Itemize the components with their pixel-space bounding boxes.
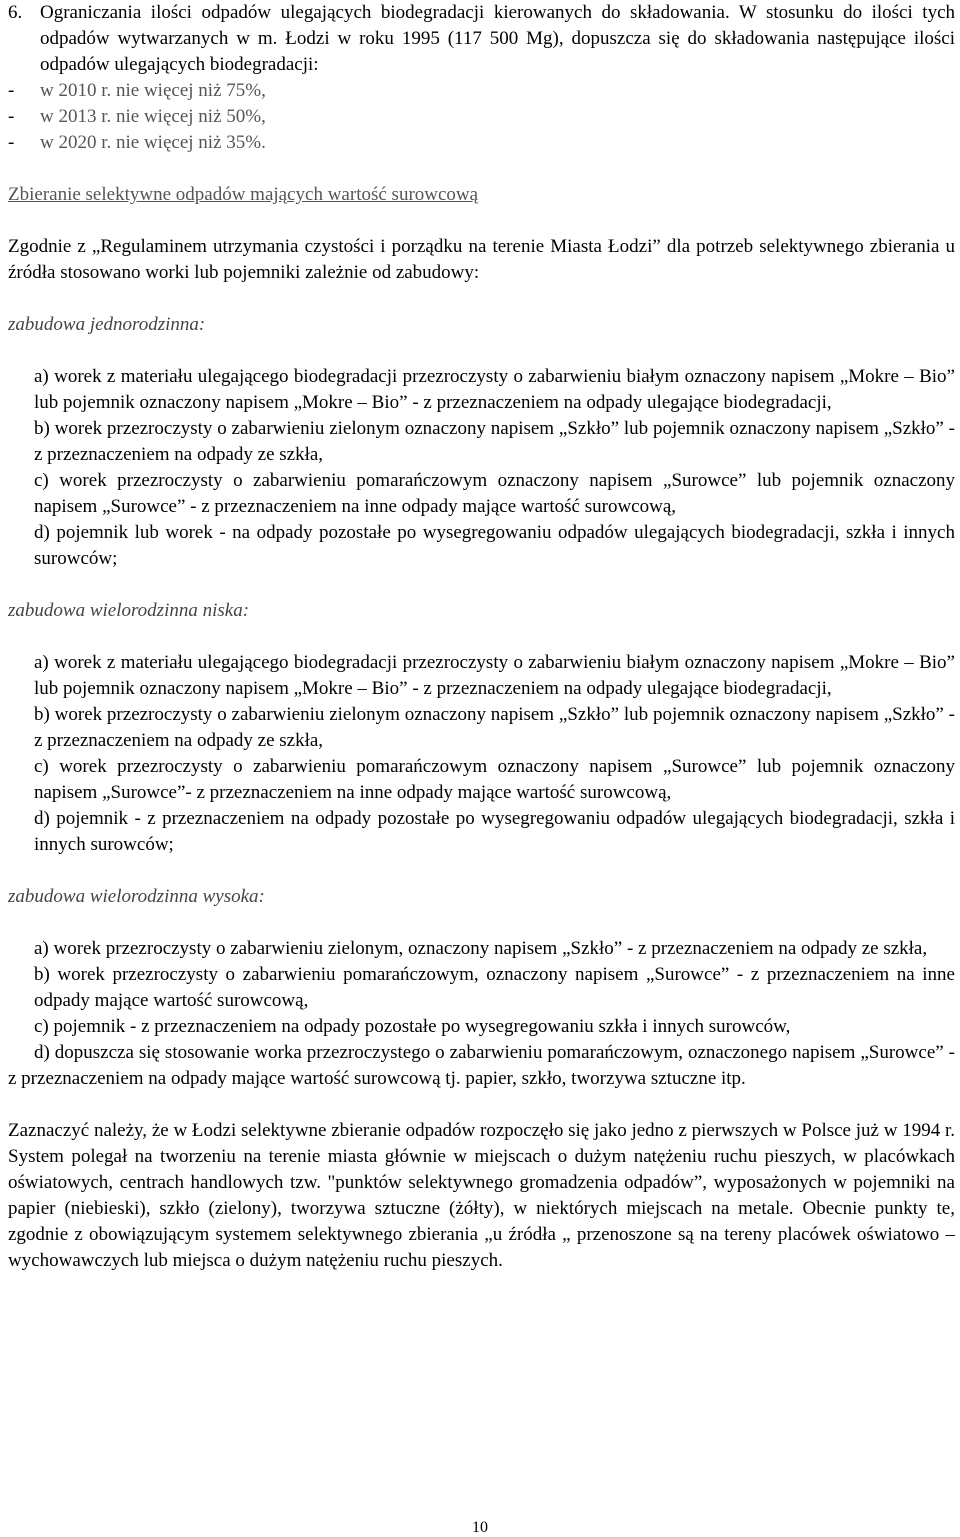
list-item: b) worek przezroczysty o zabarwieniu pomarańczowym, oznaczony napisem „Surowce” - z przeznaczeniem na inne odpady mające wartość surowcową, (34, 964, 955, 1011)
list-item: a) worek z materiału ulegającego biodegradacji przezroczysty o zabarwieniu białym oznaczony napisem „Mokre – Bio” lub pojemnik oznaczony napisem „Mokre – Bio” - z przeznaczeniem na odpady ulegające biodegradacji, (34, 366, 955, 413)
section-heading: Zbieranie selektywne odpadów mających wartość surowcową (8, 184, 479, 205)
limit-text: w 2010 r. nie więcej niż 75%, (40, 80, 266, 101)
list-item: b) worek przezroczysty o zabarwieniu zielonym oznaczony napisem „Szkło” lub pojemnik oznaczony napisem „Szkło” - z przeznaczeniem na odpady ze szkła, (34, 704, 955, 751)
list-item: d) dopuszcza się stosowanie worka przezroczystego o zabarwieniu pomarańczowym, oznaczonego napisem „Surowce” - z przeznaczeniem na odpady mające wartość surowcową tj. papier, szkło, tworzywa sztuczne itp. (8, 1042, 955, 1089)
intro-paragraph: Zgodnie z „Regulaminem utrzymania czystości i porządku na terenie Miasta Łodzi” dla potrzeb selektywnego zbierania u źródła stosowano worki lub pojemniki zależnie od zabudowy: (8, 236, 955, 283)
multi-high-title: zabudowa wielorodzinna wysoka: (8, 886, 265, 907)
section-number: 6. (8, 2, 23, 23)
section-6 (8, 0, 955, 78)
list-item: a) worek z materiału ulegającego biodegradacji przezroczysty o zabarwieniu białym oznaczony napisem „Mokre – Bio” lub pojemnik oznaczony napisem „Mokre – Bio” - z przeznaczeniem na odpady ulegające biodegradacji, (34, 652, 955, 699)
single-family-list (8, 364, 955, 572)
page-number: 10 (472, 1519, 488, 1536)
limit-item (8, 130, 955, 156)
list-item: d) pojemnik - z przeznaczeniem na odpady pozostałe po wysegregowaniu odpadów ulegających biodegradacji, szkła i innych surowców; (34, 808, 955, 855)
multi-low-list (8, 650, 955, 858)
list-item: b) worek przezroczysty o zabarwieniu zielonym oznaczony napisem „Szkło” lub pojemnik oznaczony napisem „Szkło” - z przeznaczeniem na odpady ze szkła, (34, 418, 955, 465)
limit-dash: - (8, 132, 15, 153)
limit-item (8, 78, 955, 104)
list-item: d) pojemnik lub worek - na odpady pozostałe po wysegregowaniu odpadów ulegających biodegradacji, szkła i innych surowców; (34, 522, 955, 569)
list-item: c) worek przezroczysty o zabarwieniu pomarańczowym oznaczony napisem „Surowce” lub pojemnik oznaczony napisem „Surowce”- z przeznaczeniem na inne odpady mające wartość surowcową, (34, 756, 955, 803)
document-page (8, 0, 955, 1274)
single-family-title: zabudowa jednorodzinna: (8, 314, 206, 335)
limit-text: w 2013 r. nie więcej niż 50%, (40, 106, 266, 127)
closing-paragraph: Zaznaczyć należy, że w Łodzi selektywne zbieranie odpadów rozpoczęło się jako jedno z pierwszych w Polsce już w 1994 r. System polegał na tworzeniu na terenie miasta głównie w miejscach o dużym natężeniu ruchu pieszych, w placówkach oświatowych, centrach handlowych tzw. "punktów selektywnego gromadzenia odpadów”, wyposażonych w pojemniki na papier (niebieski), szkło (zielony), tworzywa sztuczne (żółty), w niektórych miejscach na metale. Obecnie punkty te, zgodnie z obowiązującym systemem selektywnego zbierania „u źródła „ przenoszone są na tereny placówek oświatowo – wychowawczych lub miejsca o dużym natężeniu ruchu pieszych. (8, 1120, 955, 1271)
section-6-text: Ograniczania ilości odpadów ulegających biodegradacji kierowanych do składowania. W stosunku do ilości tych odpadów wytwarzanych w m. Łodzi w roku 1995 (117 500 Mg), dopuszcza się do składowania następujące ilości odpadów ulegających biodegradacji: (40, 2, 955, 75)
multi-high-list (8, 936, 955, 1040)
limit-text: w 2020 r. nie więcej niż 35%. (40, 132, 266, 153)
list-item: c) pojemnik - z przeznaczeniem na odpady pozostałe po wysegregowaniu szkła i innych surowców, (34, 1016, 791, 1037)
limit-item (8, 104, 955, 130)
list-item: c) worek przezroczysty o zabarwieniu pomarańczowym oznaczony napisem „Surowce” lub pojemnik oznaczony napisem „Surowce” - z przeznaczeniem na inne odpady mające wartość surowcową, (34, 470, 955, 517)
limit-dash: - (8, 106, 15, 127)
list-item: a) worek przezroczysty o zabarwieniu zielonym, oznaczony napisem „Szkło” - z przeznaczeniem na odpady ze szkła, (34, 938, 928, 959)
limit-dash: - (8, 80, 15, 101)
multi-low-title: zabudowa wielorodzinna niska: (8, 600, 250, 621)
